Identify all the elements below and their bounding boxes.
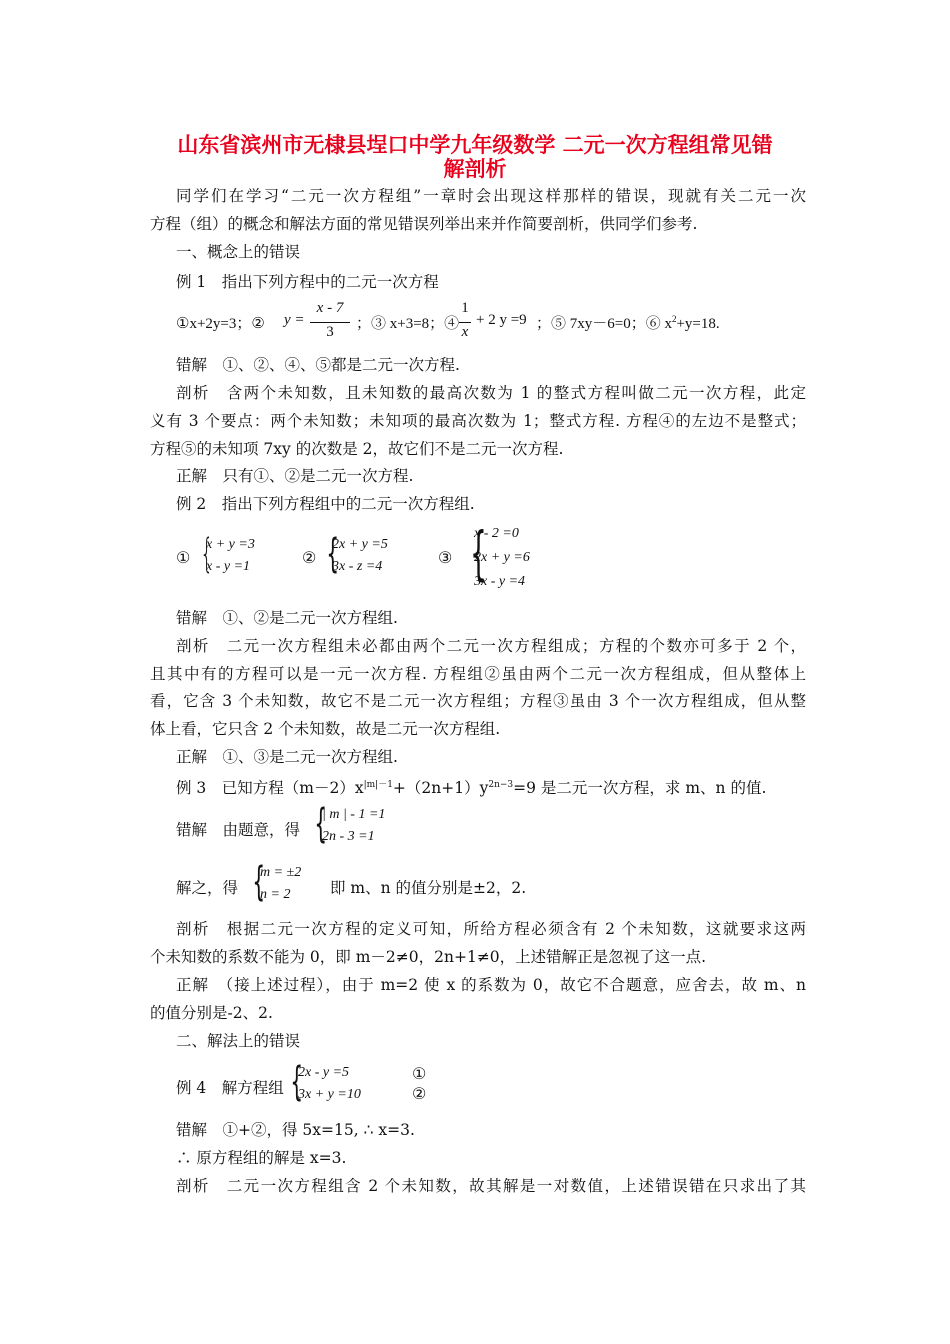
example-1-label: 例 1 指出下列方程中的二元一次方程 bbox=[176, 273, 439, 291]
example-3-correct-line1: 正解 （接上述过程），由于 m=2 使 x 的系数为 0，故它不合题意，应舍去，故 m、n bbox=[176, 976, 806, 994]
example-3-solve-brace: { bbox=[252, 859, 266, 905]
eq-2-denominator: 3 bbox=[326, 324, 334, 340]
example-1-equations bbox=[176, 300, 806, 350]
system-1-mark: ① bbox=[176, 548, 191, 567]
example-3-label-part-a: 例 3 已知方程（m－2）x bbox=[176, 779, 364, 798]
eq-2-lhs: y = bbox=[284, 312, 305, 328]
document-title-line2: 解剖析 bbox=[443, 157, 507, 181]
example-4-mark-1: ① bbox=[412, 1064, 427, 1083]
system-3-equation-b: 2x + y =6 bbox=[474, 550, 530, 565]
example-2-analysis-line1: 剖析 二元一次方程组未必都由两个二元一次方程组成；方程的个数亦可多于 2 个， bbox=[176, 637, 806, 655]
intro-line2: 方程（组）的概念和解法方面的常见错误列举出来并作简要剖析，供同学们参考. bbox=[150, 215, 698, 233]
example-2-correct-solution: 正解 ①、③是二元一次方程组. bbox=[176, 748, 398, 766]
system-1-brace: { bbox=[200, 531, 214, 577]
example-1-analysis-line3: 方程⑤的未知项 7xy 的次数是 2，故它们不是二元一次方程. bbox=[150, 440, 564, 458]
example-3-solve-label: 解之，得 bbox=[176, 879, 239, 897]
example-1-wrong-solution: 错解 ①、②、④、⑤都是二元一次方程. bbox=[176, 356, 460, 374]
example-2-wrong-solution: 错解 ①、②是二元一次方程组. bbox=[176, 609, 398, 627]
example-1-analysis-line1: 剖析 含两个未知数，且未知数的最高次数为 1 的整式方程叫做二元一次方程，此定 bbox=[176, 384, 806, 402]
eq-6-superscript: 2 bbox=[671, 314, 677, 324]
eq-5-text: ；⑤ 7xy－6=0；⑥ x bbox=[536, 316, 672, 332]
fraction-bar bbox=[310, 322, 350, 323]
example-3-wrong-equation-b: 2n - 3 =1 bbox=[322, 829, 375, 844]
example-3-wrong-brace: { bbox=[314, 801, 328, 847]
eq-6-rest: +y=18. bbox=[676, 316, 720, 332]
example-4-wrong-line1: 错解 ①+②，得 5x=15, ∴ x=3. bbox=[176, 1121, 415, 1139]
system-3-equation-a: x - 2 =0 bbox=[474, 526, 519, 541]
example-4-equation-a: 2x - y =5 bbox=[298, 1065, 350, 1080]
fraction-bar bbox=[459, 322, 471, 323]
example-3-label-part-c: =9 是二元一次方程，求 m、n 的值. bbox=[513, 779, 767, 798]
example-3-wrong-label: 错解 由题意，得 bbox=[176, 821, 301, 839]
example-4-analysis-line1: 剖析 二元一次方程组含 2 个未知数，故其解是一对数值，上述错误错在只求出了其 bbox=[176, 1177, 806, 1195]
example-1-correct-solution: 正解 只有①、②是二元一次方程. bbox=[176, 467, 414, 485]
eq-3-text: ；③ x+3=8；④ bbox=[356, 316, 460, 332]
example-4-label: 例 4 解方程组 bbox=[176, 1079, 284, 1097]
example-3-correct-line2: 的值分别是-2、2. bbox=[150, 1004, 273, 1022]
system-3-equation-c: 3x - y =4 bbox=[474, 574, 526, 589]
system-1-equation-b: x - y =1 bbox=[206, 559, 251, 574]
example-4-equation-b: 3x + y =10 bbox=[298, 1087, 361, 1102]
example-3-analysis-line2: 个未知数的系数不能为 0，即 m－2≠0，2n+1≠0，上述错解正是忽视了这一点. bbox=[150, 948, 707, 966]
eq-1-text: ①x+2y=3；② bbox=[176, 316, 265, 332]
example-2-analysis-line2: 且其中有的方程可以是一元一次方程. 方程组②虽由两个二元一次方程组成，但从整体上 bbox=[150, 665, 806, 683]
eq-4-rest: + 2 y =9 bbox=[476, 312, 527, 328]
example-4-mark-2: ② bbox=[412, 1084, 427, 1103]
example-3-solve-equation-a: m = ±2 bbox=[260, 865, 302, 880]
system-2-equation-a: 2x + y =5 bbox=[332, 537, 388, 552]
system-1-equation-a: x + y =3 bbox=[206, 537, 255, 552]
example-3-label bbox=[176, 775, 806, 798]
exponent-x: |m|－1 bbox=[363, 780, 393, 790]
system-3-mark: ③ bbox=[438, 548, 453, 567]
system-2-equation-b: 3x - z =4 bbox=[332, 559, 383, 574]
example-2-analysis-line4: 体上看，它只含 2 个未知数，故是二元一次方程组. bbox=[150, 720, 501, 738]
eq-2-numerator: x - 7 bbox=[316, 300, 344, 316]
document-title-line1: 山东省滨州市无棣县埕口中学九年级数学 二元一次方程组常见错 bbox=[177, 133, 773, 157]
example-3-solve-block bbox=[176, 858, 806, 910]
system-2-brace: { bbox=[326, 531, 340, 577]
section-2-heading: 二、解法上的错误 bbox=[176, 1032, 301, 1050]
system-2-mark: ② bbox=[302, 548, 317, 567]
example-2-label: 例 2 指出下列方程组中的二元一次方程组. bbox=[176, 495, 475, 513]
exponent-y: 2n−3 bbox=[488, 780, 514, 790]
intro-line1: 同学们在学习“二元一次方程组”一章时会出现这样那样的错误，现就有关二元一次 bbox=[176, 187, 806, 205]
eq-4-numerator: 1 bbox=[461, 300, 469, 316]
example-4-brace: { bbox=[290, 1059, 304, 1105]
example-3-analysis-line1: 剖析 根据二元一次方程的定义可知，所给方程必须含有 2 个未知数，这就要求这两 bbox=[176, 920, 806, 938]
example-2-analysis-line3: 看，它含 3 个未知数，故它不是二元一次方程组；方程③虽由 3 个一次方程组成，但从整 bbox=[150, 692, 806, 710]
example-4-wrong-line2: ∴ 原方程组的解是 x=3. bbox=[176, 1149, 347, 1167]
example-2-systems bbox=[176, 519, 806, 594]
eq-4-denominator: x bbox=[461, 324, 469, 340]
example-3-wrong-block bbox=[176, 800, 806, 852]
example-4-block bbox=[176, 1058, 806, 1110]
example-3-solve-equation-b: n = 2 bbox=[260, 887, 291, 902]
system-3-brace: { bbox=[470, 519, 487, 587]
example-3-wrong-equation-a: | m | - 1 =1 bbox=[322, 807, 386, 822]
example-3-label-part-b: +（2n+1）y bbox=[392, 779, 489, 798]
example-1-analysis-line2: 义有 3 个要点：两个未知数；未知项的最高次数为 1；整式方程. 方程④的左边不是整式； bbox=[150, 412, 806, 430]
example-3-solve-conclusion: 即 m、n 的值分别是±2，2. bbox=[330, 879, 527, 897]
section-1-heading: 一、概念上的错误 bbox=[176, 243, 301, 261]
